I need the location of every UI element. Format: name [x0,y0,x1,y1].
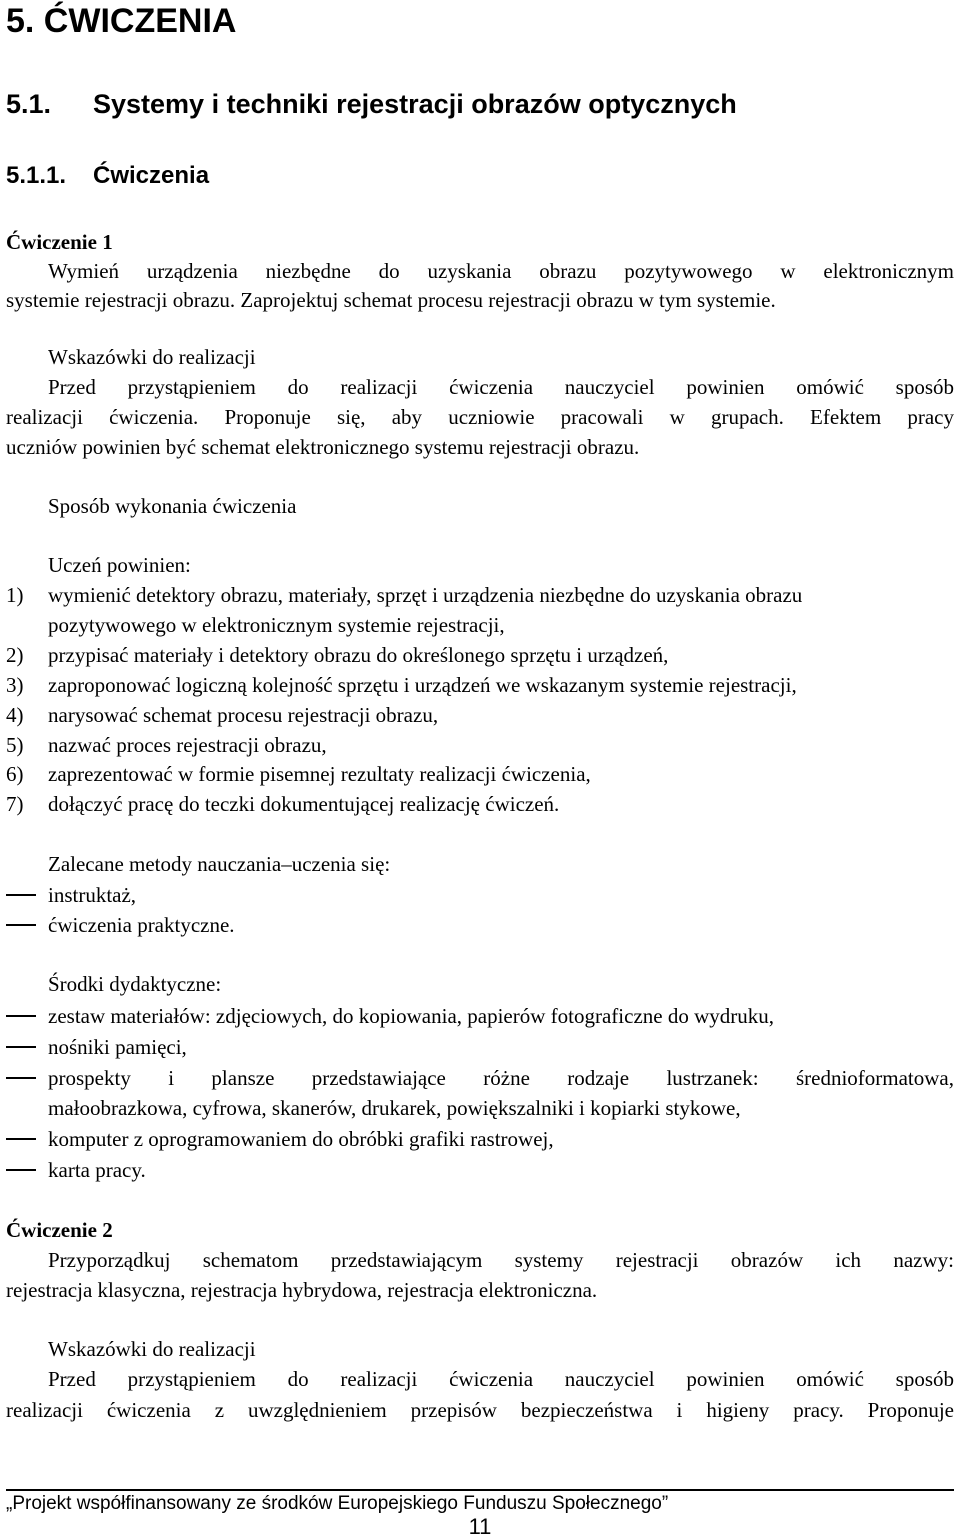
subsection-number: 5.1.1. [6,162,67,189]
aids-title: Środki dydaktyczne: [48,972,222,996]
aids-item: nośniki pamięci, [48,1035,187,1059]
hints-line: uczniów powinien być schemat elektronicznego systemu rejestracji obrazu. [6,435,640,459]
step-text: narysować schemat procesu rejestracji obrazu, [48,703,439,727]
exercise-2-task-line: rejestracja klasyczna, rejestracja hybrydowa, rejestracja elektroniczna. [6,1278,598,1302]
bullet-dash [6,1124,36,1154]
exercise-2-title: Ćwiczenie 2 [6,1218,113,1242]
student-should-label: Uczeń powinien: [48,553,191,577]
hints-line: Przed przystąpieniem do realizacji ćwiczenia nauczyciel powinien omówić sposób [48,1367,954,1391]
aids-item-continued: małoobrazkowa, cyfrowa, skanerów, drukarek, powiększalniki i kopiarki stykowe, [48,1096,741,1120]
bullet-dash [6,1032,36,1062]
step-number: 5) [6,733,24,757]
hints-title: Wskazówki do realizacji [48,345,256,369]
step-number: 1) [6,583,24,607]
step-text: zaprezentować w formie pisemnej rezultaty realizacji ćwiczenia, [48,762,591,786]
step-number: 2) [6,643,24,667]
step-number: 7) [6,792,24,816]
hints-title: Wskazówki do realizacji [48,1337,256,1361]
subsection-title: Ćwiczenia [93,162,210,189]
section-title: Systemy i techniki rejestracji obrazów optycznych [93,89,737,119]
methods-item: ćwiczenia praktyczne. [48,913,235,937]
step-text: wymienić detektory obrazu, materiały, sprzęt i urządzenia niezbędne do uzyskania obrazu [48,583,803,607]
exercise-1-task-line: systemie rejestracji obrazu. Zaprojektuj schemat procesu rejestracji obrazu w tym systemie. [6,288,776,312]
bullet-dash [6,1155,36,1185]
step-text: dołączyć pracę do teczki dokumentującej realizację ćwiczeń. [48,792,560,816]
step-text: zaproponować logiczną kolejność sprzętu i urządzeń we wskazanym systemie rejestracji, [48,673,797,697]
aids-item: zestaw materiałów: zdjęciowych, do kopiowania, papierów fotograficzne do wydruku, [48,1004,774,1028]
page-number: 11 [468,1514,492,1539]
method-title: Sposób wykonania ćwiczenia [48,494,297,518]
bullet-dash [6,1063,36,1093]
bullet-dash [6,910,36,940]
hints-line: Przed przystąpieniem do realizacji ćwiczenia nauczyciel powinien omówić sposób [48,375,954,399]
chapter-title: 5. ĆWICZENIA [6,2,237,40]
methods-item: instruktaż, [48,883,137,907]
hints-line: realizacji ćwiczenia. Proponuje się, aby uczniowie pracowali w grupach. Efektem pracy [6,405,954,429]
step-text: pozytywowego w elektronicznym systemie rejestracji, [48,613,505,637]
exercise-2-task-line: Przyporządkuj schematom przedstawiającym systemy rejestracji obrazów ich nazwy: [48,1248,954,1272]
step-number: 6) [6,762,24,786]
methods-title: Zalecane metody nauczania–uczenia się: [48,852,391,876]
bullet-dash [6,1001,36,1031]
step-text: nazwać proces rejestracji obrazu, [48,733,327,757]
aids-item: prospekty i plansze przedstawiające różne rodzaje lustrzanek: średnioformatowa, [48,1066,954,1090]
footer-text: „Projekt współfinansowany ze środków Europejskiego Funduszu Społecznego” [6,1493,669,1514]
section-number: 5.1. [6,89,52,119]
bullet-dash [6,880,36,910]
step-number: 4) [6,703,24,727]
exercise-1-task-line: Wymień urządzenia niezbędne do uzyskania obrazu pozytywowego w elektronicznym [48,259,954,283]
aids-item: karta pracy. [48,1158,146,1182]
footer-divider [6,1489,954,1491]
step-number: 3) [6,673,24,697]
step-text: przypisać materiały i detektory obrazu do określonego sprzętu i urządzeń, [48,643,669,667]
aids-item: komputer z oprogramowaniem do obróbki grafiki rastrowej, [48,1127,554,1151]
exercise-1-title: Ćwiczenie 1 [6,230,113,254]
hints-line: realizacji ćwiczenia z uwzględnieniem przepisów bezpieczeństwa i higieny pracy. Proponuje [6,1398,954,1422]
